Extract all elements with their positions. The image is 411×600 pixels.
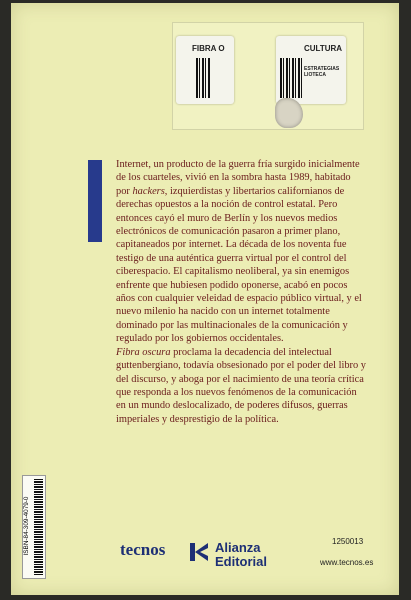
tecnos-logo: tecnos [120,540,166,559]
sticker-title: FIBRA O [192,44,225,53]
alianza-line: Editorial [215,554,268,569]
publisher-website: www.tecnos.es [320,558,374,567]
blurb-paragraph-1 [116,158,366,346]
barcode-icon [196,58,210,98]
library-sticker-left [176,36,234,104]
blurb-text: , izquierdistas y libertarios californianos de derechas opuestos a la noción de control estatal. Pero entonces cayó el muro de Berlín y los nuevos medios electrónicos de comunicación pasaron a primer plano, capitaneados por internet. La década de los noventa fue testigo de una auténtica guerra virtual por el control del ciberespacio. El capitalismo neoliberal, ya sin enemigos enfrente que hubiesen podido oponerse, acabó en pocos años con cualquier veleidad de espacio público virtual, y el nuevo milenio ha nacido con un internet totalmente dominado por las multinacionales de la comunicación y regulado por los gobiernos occidentales. [116,185,362,345]
back-cover-blurb [116,158,366,426]
barcode-icon [280,58,302,98]
library-sticker-right [276,36,346,104]
alianza-logo-icon [188,541,210,563]
barcode-icon [34,479,43,575]
alianza-line: Alianza [215,540,261,555]
alianza-logo-text [215,541,267,569]
blurb-paragraph-2 [116,346,366,426]
blurb-text: proclama la decadencia del intelectual guttenbergiano, todavía obsesionado por el poder del libro y del discurso, y aboga por el nacimiento de una teoría crítica que responda a los nuevos fenómenos de la comunicación en un mundo deslocalizado, de poderes difusos, guerras imperiales y desprestigio de la política. [116,346,366,425]
isbn-label: ISBN-84-309-4079-0 [22,496,30,556]
torn-paper-mark [275,98,303,128]
blurb-text: nternet, un producto de la guerra fría surgido inicialmente de los cuarteles, vivió en la sombra hasta 1989, habitado por [116,159,360,197]
book-title-italic: Fibra oscura [116,346,171,358]
isbn-barcode [22,475,46,579]
accent-bar [88,160,102,242]
stamp-line: ESTRATEGIAS [304,66,340,72]
stamp-line: LIOTECA [304,72,326,78]
drop-letter: I [116,159,120,170]
sticker-title: CULTURA [304,44,343,53]
product-code: 1250013 [332,537,364,546]
blurb-italic: hackers [132,185,165,197]
